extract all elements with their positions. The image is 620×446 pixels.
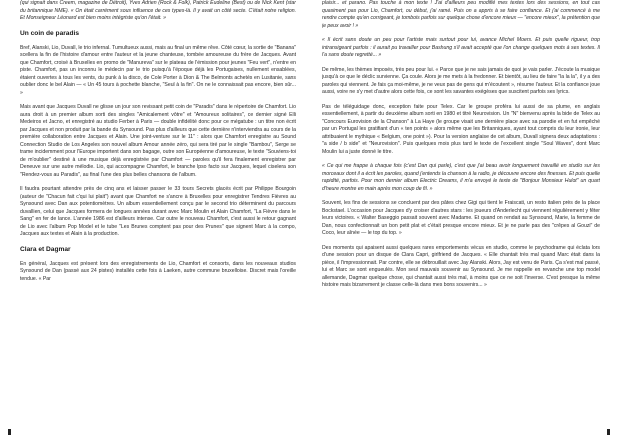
paragraph: (qui signait dans Creem, magazine de Détroit), Yves Adrien (Rock & Folk), Patrick Eudeline (Best) ou de Nick Kent (star du britannique NME). « On était carrément sous influence de ces types-là. Il y avait un côté secte. C'était notre religion. Et Monseigneur Léonard est bien moins intégriste qu'on l'était. » (20, 0, 296, 21)
paragraph: En général, Jacques est présent lors des enregistrements de Lio, Chamfort et consorts, dans les nouveaux studios Synsound de Dan (passé aux 24 pistes) installés cette fois à Laeken, autre commune bruxelloise. Discret mais l'oreille tendue. « Par (20, 260, 296, 282)
paragraph: Bref, Alanski, Lio, Duvall, le trio infernal. Tumultueux aussi, mais au final un même rêve. Côté cœur, la sortie de "Banana" scellera la fin de l'histoire d'amour entre l'auteur et la jeune chanteuse, tombée amoureuse du frère de Jacques. Avant que Chamfort, croisé à Bruxelles en promo de "Manureva" sur le plateau de l'émission pour jeunes "Feu vert", n'entre en piste. Chamfort, pas un inconnu le médecin par le trio puisqu'à l'époque déjà les Portugaises, nullement ensablées, étaient ouvertes à tous les vents, du punk à la disco, de Cole Porter à Dion & The Belmonts achetés en Lusitanie, sans oublier donc le bel Alain — « Un 45 tours à pochette blanche, "Seul à la fin". On ne le connaissait pas encore, bien sûr... » (20, 44, 296, 96)
paragraph: Des moments qui apaisent aussi quelques rares emportements vécus en studio, comme le psychodrame qui éclata lors d'une session pour un disque de Clara Capri, girlfriend de Jacques. « Elle chantait très mal quand Marc était dans la pièce, il l'impressionnait. Par contre, elle se débrouillait avec Jay Alanski. Alors, Jay est venu de Paris. Ça s'est mal passé, lui et Marc se sont engueulés. Mon seul mauvais souvenir au Synsound. Je me rappelle en revanche une top model allemande, Dagmar quelque chose, qui chantait aussi très mal, à moins que ce ne soit l'inverse. C'est presque la même histoire mais bizarrement je classe celle-là dans mes bons souvenirs... » (322, 244, 600, 288)
page-edge-mark-right (607, 429, 610, 435)
left-page (20, 0, 296, 446)
page-edge-mark-left (8, 429, 11, 435)
paragraph: « Il écrit sans doute un peu pour l'artiste mais surtout pour lui, avance Michel Moers. Et puis quelle rigueur, trop intransigeant parfois : il aurait pu travailler pour Bashung s'il avait accepté que l'on change quelques mots à ses textes. Il l'a sans doute regretté... » (322, 37, 600, 58)
section-heading: Clara et Dagmar (20, 245, 71, 253)
section-heading: Un coin de paradis (20, 29, 79, 37)
right-page (322, 0, 600, 446)
paragraph: Il faudra pourtant attendre près de cinq ans et laisser passer le 33 tours Secrets glacés écrit par Philippe Bourgoin (auteur de "Chacun fait c'qui lui plait") avant que Chamfort ne s'ancre à Bruxelles pour enregistrer Tendres Fièvres au Synsound avec Dan aux potentiomètres. Un album essentiellement conçu par le second trio déterminent du parcours duvallien, celui que Jacques formera de longues années durant avec Marc Moulin et Alain Chamfort, "La Fièvre dans le Sang" en fer de lance. L'année 1986 est d'ailleurs intense. Car outre le nouveau Chamfort, c'est aussi le retour gagnant de Lio avec l'album Pop Model et le tube "Les Brunes comptent pas pour des Prunes" que signent Marc à la compo, Jacques aux textes et Alain à la production. (20, 186, 296, 237)
paragraph: Pas de téléguidage donc, exception faite pour Telex. Car le groupe proféra lui aussi de sa plume, en anglais essentiellement, à partir du deuxième album sorti en 1980 et titré Neurovision. Un "N" bienvenu après la bide de Telex au "Concours Eurovision de la Chanson" à La Haye (le groupe visait une dernière place avec sa parodie et en fut empêché par un Portugal les gratifiant d'un « ten points » alors même que les Britanniques, ayant tout compris du leur ironie, leur attribuaient le mythique « Belgium, one point »). Pour la version anglaise de cet album, Duvall signera deux adaptations : "a side / b side" et "Neurovision". Puis quelques mois plus tard le texte de l'excellent single "Soul Waves", dont Marc Moulin lui a juste donné le titre. (322, 103, 600, 155)
paragraph: Mais avant que Jacques Duvall ne glisse un jour son revissant petit coin de "Paradis" dans le répertoire de Chamfort. Lio aura droit à un premier album sorti des singles "Amicalement vôtre" et "Amoureux solitaires", ce dernier signé Elli Medeiros et Jacno, et enregistré au studio Ferber à Paris — double infidélité donc pour ce mégatube : un titre non écrit par Jacques et non produit par la bande du Synsound. Pas plus d'ailleurs que cette dernière n'interviendra au cours de la première collaboration entre Jacques et Alain. Une joint-venture sur le 11" : alors que Chamfort enregistre au Sound Connection Studio de Los Angeles son nouvel album Amour année zéro, qui sera tiré par le single "Bambou", Serge se trame incidemment pour l'Europe importent dans son bagage, outre son Européenne d'amoureuse, le texte "Souviens-toi de m'oublier" destiné à une musique déjà enregistrée par Chamfort — paroles qu'il fera finalement enregistrer par Deneuve sur une autre mélodie. Lio, qui accompagne Chamfort, le branche lpso facto sur Jacques, lequel ciselera son "Rendez-vous au Paradis", au final l'une des plus belles chansons de l'album. (20, 104, 296, 178)
paragraph: De même, les thèmes imposés, très peu pour lui. « Parce que je ne sais jamais de quoi je vais parler. J'écoute la musique jusqu'à ce que le déclic survienne. Ça coule. Alors je me mets à la fredonner. Et bientôt, au lieu de faire "la la la", il y a des paroles qui viennent. Je fais ça moi-même, je ne veux pas de gens qui m'écoutent », résume l'auteur. Et la confiance joue aussi, voire ne s'y met d'autre alors cette fois, ce sont les savantes exégèses que suscitent parfois ses lyrics. (322, 66, 600, 95)
paragraph: Souvent, les fins de sessions se concluent par des pâtes chez Gigi qui tient le Fraiscati, un resto italien près de la place Bockstael. L'occasion pour Jacques d'y croiser d'autres stars : les joueurs d'Anderlecht qui viennent régulièrement y fêter leurs victoires. « Walter Baseggio passait souvent avec Madame. Et quand on rendait au Synsound, Marie, la femme de Dan, nous confectionnait un bon petit plat et c'était presque encore mieux. Et je ne parle pas des "crêpes al Gouzi" de Coco, leur aînée — le top du top. » (322, 200, 600, 236)
paragraph: plaisir... et parano. Pas touche à mon texte ! J'ai d'ailleurs peu modifié mes textes lors des sessions, en tout cas quasiment pas pour Lio, Chamfort, ou début, j'ai ramé. Puis on a appris à se faire confiance. Et j'ai commencé à me rendre compte qu'en corrigeant, je tombois parfois sur quelque chose d'encore mieux — "encore mieux", la prétention que je peux avoir ! » (322, 0, 600, 29)
paragraph: « Ce qui me frappe à chaque fois (c'est Dan qui parle), c'est que j'ai beau avoir longuement travaillé en studio sur les morceaux dont il a écrit les paroles, quand j'entends la chanson à la radio, je découvre encore des finesses. Et puis quelle rapidité, parfois. Pour mon dernier album Electric Dreams, il m'a envoyé le texte de "Bonjour Monsieur Hulot" un quart d'heure montre en main après mon coup de fil. » (322, 163, 600, 192)
